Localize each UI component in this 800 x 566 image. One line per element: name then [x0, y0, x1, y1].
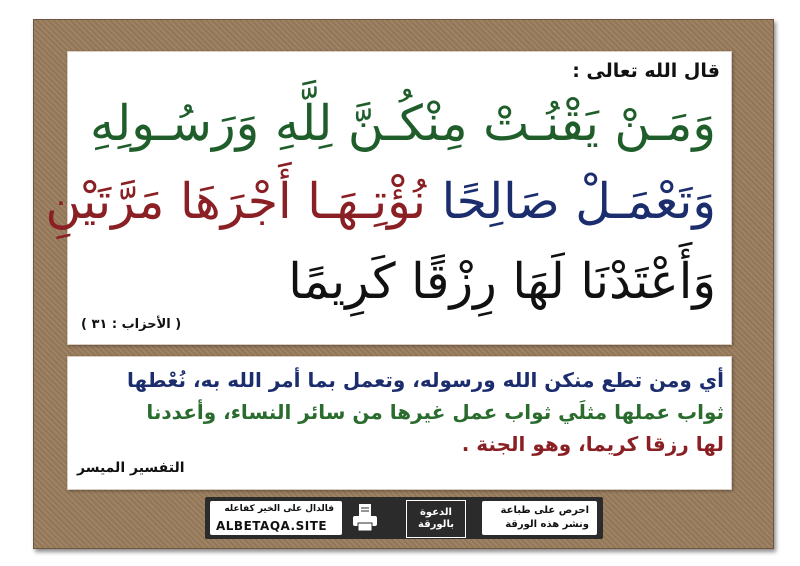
verse-line-2-part-3: أَجْرَهَا مَرَّتَيْنِ	[45, 173, 292, 230]
verse-reference: ( الأحزاب : ٣١ )	[81, 317, 182, 332]
print-notice-line-1: احرص على طباعة	[500, 505, 589, 516]
verse-line-2-part-1: وَتَعْمَـلْ صَالِحًا	[441, 173, 716, 230]
tafsir-line-3: لها رزقا كريما، وهو الجنة .	[461, 432, 724, 456]
tafsir-source: التفسير الميسر	[77, 460, 185, 476]
printer-icon	[351, 503, 379, 533]
print-notice-box	[482, 501, 597, 535]
verse-line-3: وَأَعْتَدْنَا لَهَا رِزْقًا كَرِيمًا	[288, 253, 716, 310]
dawah-logo	[406, 500, 466, 538]
tafsir-line-1: أي ومن تطع منكن الله ورسوله، وتعمل بما أمر الله به، نُعْطها	[127, 368, 724, 392]
tafsir-card	[67, 356, 732, 490]
tafsir-line-2: ثواب عملها مثلَي ثواب عمل غيرها من سائر النساء، وأعددنا	[146, 400, 724, 424]
logo-line-2: بالورقة	[418, 519, 454, 530]
logo-line-1: الدعوة	[420, 506, 452, 518]
print-notice-line-2: ونشر هذه الورقة	[505, 519, 589, 530]
verse-line-1: وَمَـنْ يَقْنُـتْ مِنْكُـنَّ لِلَّهِ وَرَسُـولِهِ	[90, 95, 716, 152]
site-slogan: فالدال على الخير كفاعله	[224, 504, 334, 514]
footer-bar	[205, 497, 603, 539]
site-link[interactable]: ALBETAQA.SITE	[216, 519, 328, 533]
verse-line-2	[45, 173, 716, 230]
verse-card	[45, 51, 732, 345]
site-box	[210, 501, 342, 535]
intro-text: قال الله تعالى :	[572, 60, 720, 82]
verse-line-2-part-2: نُؤْتِـهَـا	[307, 173, 427, 230]
